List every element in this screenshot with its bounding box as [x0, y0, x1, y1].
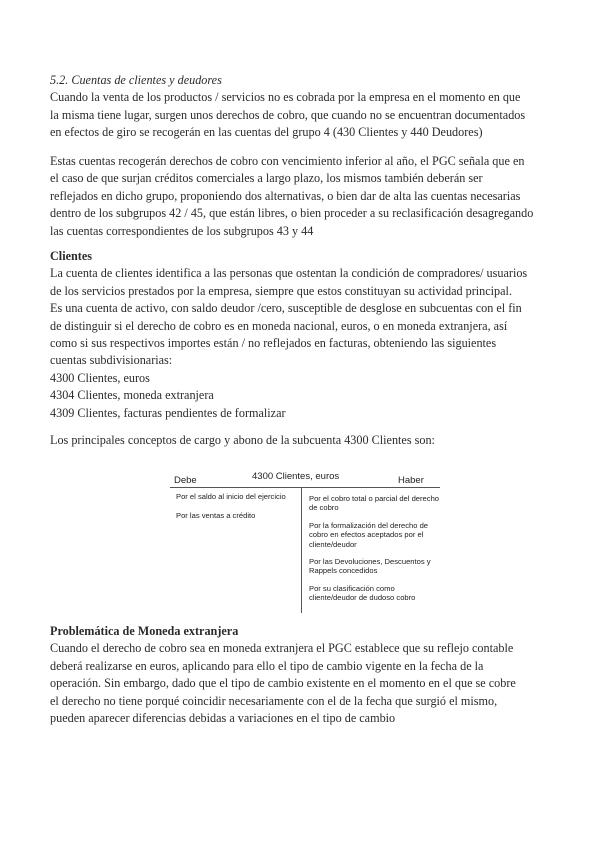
- clientes-line: de los servicios prestados por la empresa, siempre que estos constituyan su actividad principal.: [50, 283, 512, 298]
- clientes-section: [50, 248, 575, 422]
- t-account-debe-label: Debe: [174, 475, 197, 486]
- clientes-heading: Clientes: [50, 249, 92, 263]
- t-account-debe-item: Por el saldo al inicio del ejercicio: [176, 492, 286, 501]
- para1-line: Cuando la venta de los productos / servicios no es cobrada por la empresa en el momento en que: [50, 90, 521, 105]
- t-account-horizontal-line: [170, 487, 440, 488]
- moneda-heading: Problemática de Moneda extranjera: [50, 624, 239, 638]
- t-account-haber-item: Por las Devoluciones, Descuentos y Rappels concedidos: [309, 557, 431, 576]
- moneda-section: [50, 623, 575, 727]
- t-account-haber-item: Por la formalización del derecho de cobro en efectos aceptados por el cliente/deudor: [309, 520, 429, 549]
- clientes-line: 4304 Clientes, moneda extranjera: [50, 388, 214, 403]
- clientes-line: cuentas subdivisionarias:: [50, 353, 173, 368]
- para1-line: la misma tiene lugar, surgen unos derechos de cobro, que cuando no se encuentran documentados: [50, 107, 526, 122]
- clientes-line: de distinguir si el derecho de cobro es en moneda nacional, euros, o en moneda extranjera, así: [50, 318, 508, 333]
- conceptos-intro: [50, 432, 575, 449]
- t-account-debe-column: [176, 492, 298, 530]
- moneda-line: operación. Sin embargo, dado que el tipo de cambio existente en el momento en el que se cobre: [50, 676, 516, 691]
- t-account-haber-item: Por su clasificación como cliente/deudor de dudoso cobro: [309, 583, 416, 603]
- para1-line: en efectos de giro se recogerán en las cuentas del grupo 4 (430 Clientes y 440 Deudores): [50, 125, 483, 140]
- t-account-haber-column: [309, 494, 439, 611]
- conceptos-intro-text: Los principales conceptos de cargo y abono de la subcuenta 4300 Clientes son:: [50, 433, 435, 447]
- section-heading: 5.2. Cuentas de clientes y deudores: [50, 73, 222, 87]
- clientes-line: Es una cuenta de activo, con saldo deudor /cero, susceptible de desglose en subcuentas con el fin: [50, 301, 522, 316]
- clientes-line: 4309 Clientes, facturas pendientes de formalizar: [50, 405, 286, 420]
- t-account-haber-label: Haber: [398, 475, 424, 486]
- para2-line: las cuentas correspondientes de los subgrupos 43 y 44: [50, 223, 314, 238]
- para2-line: Estas cuentas recogerán derechos de cobro con vencimiento inferior al año, el PGC señala que en: [50, 154, 525, 168]
- clientes-line: 4300 Clientes, euros: [50, 370, 150, 385]
- t-account-debe-item: Por las ventas a crédito: [176, 511, 256, 520]
- para2-line: reflejados en dicho grupo, proponiendo dos alternativas, o bien dar de alta las cuentas necesarias: [50, 188, 521, 203]
- section-para2: [50, 153, 575, 240]
- t-account-haber-item: Por el cobro total o parcial del derecho de cobro: [309, 494, 440, 513]
- t-account-diagram: [170, 468, 440, 613]
- t-account-title: 4300 Clientes, euros: [252, 471, 340, 482]
- clientes-line: La cuenta de clientes identifica a las personas que ostentan la condición de compradores/ usuarios: [50, 266, 528, 281]
- moneda-line: el derecho no tiene porqué coincidir necesariamente con el de la fecha que surgió el mismo,: [50, 693, 498, 708]
- para2-line: dentro de los subgrupos 42 / 45, que están libres, o bien proceder a su reclasificación desagregando: [50, 206, 534, 221]
- moneda-line: Cuando el derecho de cobro sea en moneda extranjera el PGC establece que su reflejo contable: [50, 641, 514, 656]
- t-account-vertical-line: [301, 487, 302, 613]
- section-intro: [50, 72, 575, 142]
- clientes-line: como si sus respectivos importes están / no reflejados en facturas, obteniendo las siguientes: [50, 336, 497, 351]
- moneda-line: deberá realizarse en euros, aplicando para ello el tipo de cambio vigente en la fecha de la: [50, 658, 484, 673]
- moneda-line: pueden aparecer diferencias debidas a variaciones en el tipo de cambio: [50, 711, 396, 726]
- para2-line: el caso de que surjan créditos comerciales a largo plazo, los mismos también deberán ser: [50, 171, 483, 186]
